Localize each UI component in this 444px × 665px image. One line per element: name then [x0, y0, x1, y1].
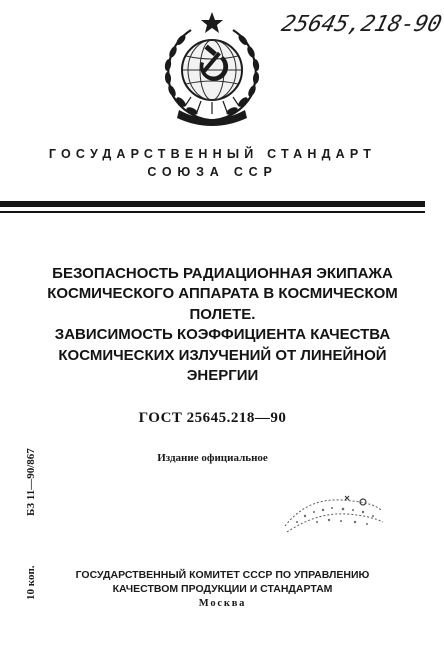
publisher-line-1: ГОСУДАРСТВЕННЫЙ КОМИТЕТ СССР ПО УПРАВЛЕНИЮ	[75, 569, 370, 581]
title-line: ЗАВИСИМОСТЬ КОЭФФИЦИЕНТА КАЧЕСТВА	[54, 326, 391, 344]
divider-thin	[0, 211, 425, 213]
title-line: КОСМИЧЕСКОГО АППАРАТА В КОСМИЧЕСКОМ	[47, 285, 398, 303]
divider-thick	[0, 201, 425, 207]
publisher-city: Москва	[198, 598, 247, 609]
standard-number: ГОСТ 25645.218—90	[138, 410, 287, 426]
title-line: ПОЛЕТЕ.	[189, 305, 256, 323]
title-line: БЕЗОПАСНОСТЬ РАДИАЦИОННАЯ ЭКИПАЖА	[52, 265, 393, 282]
title-line: КОСМИЧЕСКИХ ИЗЛУЧЕНИЙ ОТ ЛИНЕЙНОЙ	[58, 346, 387, 364]
print-code: БЗ 11—90/867	[25, 448, 37, 516]
handwritten-annotation	[278, 12, 444, 50]
price-label: 10 коп.	[25, 565, 37, 600]
document-title	[20, 264, 425, 386]
publisher-line-2: КАЧЕСТВОМ ПРОДУКЦИИ И СТАНДАРТАМ	[112, 583, 333, 595]
header-line-2: СОЮЗА ССР	[147, 165, 278, 179]
library-stamp-icon	[277, 488, 389, 544]
handwritten-number: 25645,218-90	[278, 12, 444, 37]
edition-label: Издание официальное	[157, 452, 268, 464]
ussr-emblem-icon	[151, 10, 273, 128]
title-line: ЭНЕРГИИ	[186, 367, 259, 385]
header-line-1: ГОСУДАРСТВЕННЫЙ СТАНДАРТ	[48, 147, 377, 161]
